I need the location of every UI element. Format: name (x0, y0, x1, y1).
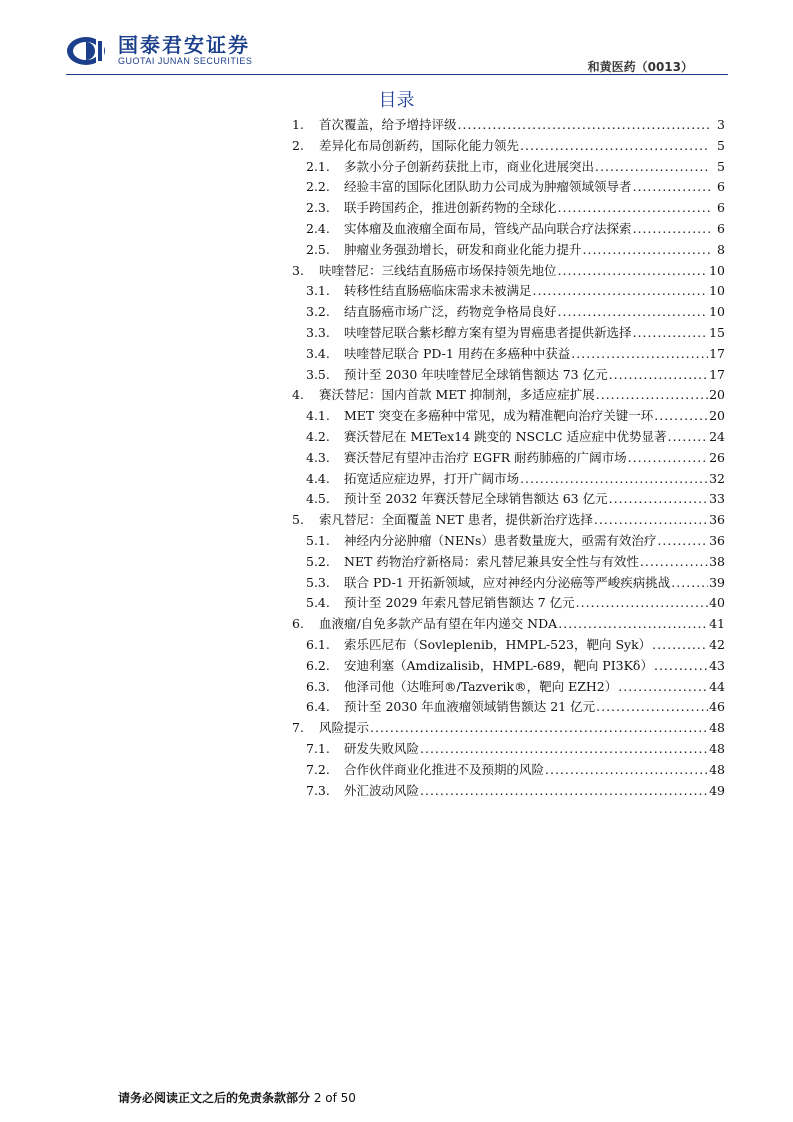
toc-entry-label: 赛沃替尼有望冲击治疗 EGFR 耐药肺癌的广阔市场 (344, 449, 627, 465)
toc-entry-label: 风险提示 (319, 720, 370, 736)
toc-leader-dots (633, 323, 709, 344)
toc-entry-label: 赛沃替尼在 METex14 跳变的 NSCLC 适应症中优势显著 (344, 428, 667, 444)
toc-entry-page: 39 (709, 574, 725, 590)
toc-entry-page: 5 (717, 137, 725, 153)
toc-entry-page: 49 (709, 782, 725, 798)
company-name-en: GUOTAI JUNAN SECURITIES (118, 56, 253, 66)
toc-entry-number: 7.1. (306, 740, 330, 756)
toc-entry-number: 3.1. (306, 283, 330, 299)
toc-entry-number: 7. (292, 720, 304, 736)
toc-entry-label: 拓宽适应症边界，打开广阔市场 (344, 470, 520, 486)
disclaimer-text: 请务必阅读正文之后的免责条款部分 (118, 1091, 311, 1105)
toc-leader-dots (420, 739, 708, 760)
toc-entry[interactable] (306, 344, 725, 365)
toc-entry[interactable] (306, 406, 725, 427)
toc-entry-number: 4.5. (306, 491, 330, 507)
toc-leader-dots (596, 697, 708, 718)
toc-entry[interactable] (292, 510, 725, 531)
toc-leader-dots (558, 302, 709, 323)
toc-entry[interactable] (306, 240, 725, 261)
toc-entry[interactable] (306, 157, 725, 178)
toc-entry-number: 2.5. (306, 241, 330, 257)
toc-entry[interactable] (306, 281, 725, 302)
toc-leader-dots (667, 427, 708, 448)
toc-leader-dots (558, 614, 708, 635)
toc-entry-label: 联合 PD-1 开拓新领域，应对神经内分泌癌等严峻疾病挑战 (344, 574, 671, 590)
toc-entry-label: 研发失败风险 (344, 740, 420, 756)
toc-leader-dots (654, 406, 708, 427)
toc-leader-dots (520, 136, 710, 157)
toc-entry-label: 预计至 2030 年血液瘤领域销售额达 21 亿元 (344, 699, 596, 715)
toc-entry-number: 5.2. (306, 553, 330, 569)
toc-entry-page: 33 (709, 491, 725, 507)
toc-entry-number: 4.2. (306, 428, 330, 444)
toc-leader-dots (609, 489, 708, 510)
toc-entry-number: 6.2. (306, 657, 330, 673)
toc-entry[interactable] (306, 448, 725, 469)
toc-leader-dots (370, 718, 708, 739)
toc-entry-page: 32 (709, 470, 725, 486)
stock-name: 和黄医药（0013） (587, 60, 693, 74)
toc-entry-number: 1. (292, 117, 304, 132)
toc-entry-number: 3.5. (306, 366, 330, 382)
toc-entry-label: 呋喹替尼联合紫杉醇方案有望为胃癌患者提供新选择 (344, 324, 632, 340)
toc-entry[interactable] (292, 261, 725, 282)
toc-leader-dots (640, 552, 708, 573)
toc-entry[interactable] (306, 697, 725, 718)
toc-entry-page: 48 (709, 740, 725, 756)
page-footer (118, 1089, 356, 1106)
toc-entry[interactable] (306, 469, 725, 490)
toc-entry[interactable] (292, 614, 725, 635)
toc-entry-page: 6 (717, 200, 725, 216)
toc-entry[interactable] (292, 385, 725, 406)
toc-leader-dots (583, 240, 710, 261)
toc-entry[interactable] (306, 760, 725, 781)
toc-entry[interactable] (306, 427, 725, 448)
toc-leader-dots (628, 448, 708, 469)
toc-entry-page: 17 (709, 366, 725, 382)
toc-entry-label: 安迪利塞（Amdizalisib，HMPL-689，靶向 PI3Kδ） (344, 657, 653, 673)
toc-entry-label: 索凡替尼：全面覆盖 NET 患者，提供新治疗选择 (319, 512, 593, 528)
toc-entry-label: 他泽司他（达唯珂®/Tazverik®，靶向 EZH2） (344, 678, 618, 694)
toc-leader-dots (633, 177, 710, 198)
toc-entry-label: 呋喹替尼：三线结直肠癌市场保持领先地位 (319, 262, 557, 278)
toc-entry-page: 6 (717, 220, 725, 236)
toc-entry-page: 10 (709, 283, 725, 299)
toc-entry-label: NET 药物治疗新格局：索凡替尼兼具安全性与有效性 (344, 553, 639, 569)
toc-entry-number: 3.3. (306, 324, 330, 340)
toc-entry-label: 索乐匹尼布（Sovleplenib，HMPL-523，靶向 Syk） (344, 636, 652, 652)
toc-leader-dots (571, 344, 708, 365)
toc-entry-label: MET 突变在多癌种中常见，成为精准靶向治疗关键一环 (344, 408, 654, 424)
page-number: 2 of 50 (313, 1091, 356, 1105)
toc-entry[interactable] (306, 365, 725, 386)
toc-leader-dots (594, 510, 708, 531)
toc-entry-label: 外汇波动风险 (344, 782, 420, 798)
toc-entry-number: 6.1. (306, 636, 330, 652)
toc-entry[interactable] (306, 177, 725, 198)
toc-entry[interactable] (306, 302, 725, 323)
toc-entry[interactable] (306, 219, 725, 240)
toc-entry-page: 8 (717, 241, 725, 257)
toc-entry-number: 5.1. (306, 532, 330, 548)
page-header (0, 0, 793, 78)
toc-entry-label: 联手跨国药企，推进创新药物的全球化 (344, 200, 557, 216)
toc-entry-label: 预计至 2030 年呋喹替尼全球销售额达 73 亿元 (344, 366, 608, 382)
toc-entry-label: 结直肠癌市场广泛，药物竞争格局良好 (344, 304, 557, 320)
toc-entry-page: 17 (709, 345, 725, 361)
toc-entry-number: 2. (292, 137, 304, 153)
toc-entry-label: 呋喹替尼联合 PD-1 用药在多癌种中获益 (344, 345, 571, 361)
toc-entry-page: 15 (709, 324, 725, 340)
toc-entry-number: 2.1. (306, 158, 330, 174)
toc-entry[interactable] (306, 198, 725, 219)
toc-entry[interactable] (306, 781, 725, 802)
toc-leader-dots (618, 677, 708, 698)
toc-leader-dots (657, 531, 708, 552)
toc-leader-dots (558, 261, 709, 282)
toc-entry-number: 7.2. (306, 761, 330, 777)
toc-entry[interactable] (292, 718, 725, 739)
toc-entry-number: 2.4. (306, 220, 330, 236)
toc-entry[interactable] (306, 635, 725, 656)
toc-entry-number: 5.4. (306, 595, 330, 611)
toc-entry-number: 3.4. (306, 345, 330, 361)
toc-entry-label: 实体瘤及血液瘤全面布局，管线产品向联合疗法探索 (344, 220, 632, 236)
table-of-contents (292, 115, 725, 801)
toc-entry-page: 48 (709, 761, 725, 777)
toc-leader-dots (520, 469, 708, 490)
toc-entry-page: 42 (709, 636, 725, 652)
toc-entry-page: 5 (717, 158, 725, 174)
toc-entry-number: 6.4. (306, 699, 330, 715)
toc-entry[interactable] (292, 136, 725, 157)
toc-entry-label: 多款小分子创新药获批上市，商业化进展突出 (344, 158, 595, 174)
company-logo (66, 34, 252, 67)
toc-leader-dots (545, 760, 708, 781)
toc-entry[interactable] (306, 323, 725, 344)
toc-leader-dots (533, 281, 709, 302)
toc-entry-number: 5.3. (306, 574, 330, 590)
toc-entry-number: 6.3. (306, 678, 330, 694)
toc-entry-page: 48 (709, 720, 725, 736)
toc-entry[interactable] (306, 573, 725, 594)
toc-entry-page: 10 (709, 262, 725, 278)
toc-leader-dots (458, 115, 710, 136)
toc-entry-page: 36 (709, 512, 725, 528)
toc-entry-label: 血液瘤/自免多款产品有望在年内递交 NDA (319, 616, 558, 632)
toc-leader-dots (596, 385, 708, 406)
toc-entry-page: 40 (709, 595, 725, 611)
toc-leader-dots (595, 157, 710, 178)
toc-entry-number: 3. (292, 262, 304, 278)
company-name-cn: 国泰君安证券 (118, 33, 250, 57)
toc-entry-number: 7.3. (306, 782, 330, 798)
toc-entry-label: 合作伙伴商业化推进不及预期的风险 (344, 761, 545, 777)
toc-leader-dots (558, 198, 710, 219)
toc-entry[interactable] (306, 489, 725, 510)
toc-entry-page: 43 (709, 657, 725, 673)
toc-entry-number: 4. (292, 387, 304, 403)
toc-entry-page: 6 (717, 179, 725, 195)
logo-mark-icon (66, 36, 110, 66)
toc-leader-dots (671, 573, 708, 594)
toc-leader-dots (633, 219, 710, 240)
toc-entry-number: 5. (292, 512, 304, 528)
toc-entry-page: 3 (717, 117, 725, 132)
toc-entry-label: 首次覆盖，给予增持评级 (319, 117, 457, 132)
toc-leader-dots (652, 635, 708, 656)
toc-entry-label: 神经内分泌肿瘤（NENs）患者数量庞大，亟需有效治疗 (344, 532, 657, 548)
toc-entry-page: 38 (709, 553, 725, 569)
toc-entry-label: 赛沃替尼：国内首款 MET 抑制剂，多适应症扩展 (319, 387, 595, 403)
toc-entry[interactable] (306, 739, 725, 760)
toc-entry[interactable] (306, 593, 725, 614)
toc-entry[interactable] (306, 552, 725, 573)
toc-leader-dots (420, 781, 708, 802)
toc-entry-label: 差异化布局创新药，国际化能力领先 (319, 137, 520, 153)
toc-leader-dots (609, 365, 708, 386)
header-divider (66, 74, 728, 75)
toc-entry-label: 肿瘤业务强劲增长，研发和商业化能力提升 (344, 241, 582, 257)
toc-entry[interactable] (306, 677, 725, 698)
toc-entry-page: 24 (709, 428, 725, 444)
toc-entry-label: 经验丰富的国际化团队助力公司成为肿瘤领域领导者 (344, 179, 632, 195)
toc-leader-dots (576, 593, 708, 614)
toc-entry-label: 预计至 2029 年索凡替尼销售额达 7 亿元 (344, 595, 575, 611)
toc-entry-page: 46 (709, 699, 725, 715)
toc-leader-dots (654, 656, 708, 677)
toc-entry-page: 20 (709, 387, 725, 403)
toc-entry-number: 4.3. (306, 449, 330, 465)
toc-entry[interactable] (306, 531, 725, 552)
toc-entry-page: 26 (709, 449, 725, 465)
toc-entry-number: 6. (292, 616, 304, 632)
toc-entry-page: 41 (709, 616, 725, 632)
toc-entry[interactable] (306, 656, 725, 677)
toc-entry-page: 36 (709, 532, 725, 548)
toc-entry-page: 20 (709, 408, 725, 424)
toc-entry-number: 4.1. (306, 408, 330, 424)
toc-entry-number: 3.2. (306, 304, 330, 320)
toc-entry-number: 4.4. (306, 470, 330, 486)
toc-entry-number: 2.3. (306, 200, 330, 216)
toc-title: 目录 (378, 90, 415, 111)
toc-entry-number: 2.2. (306, 179, 330, 195)
toc-entry-page: 44 (709, 678, 725, 694)
toc-entry-label: 预计至 2032 年赛沃替尼全球销售额达 63 亿元 (344, 491, 608, 507)
toc-entry-label: 转移性结直肠癌临床需求未被满足 (344, 283, 532, 299)
toc-entry-page: 10 (709, 304, 725, 320)
toc-entry[interactable] (292, 115, 725, 136)
